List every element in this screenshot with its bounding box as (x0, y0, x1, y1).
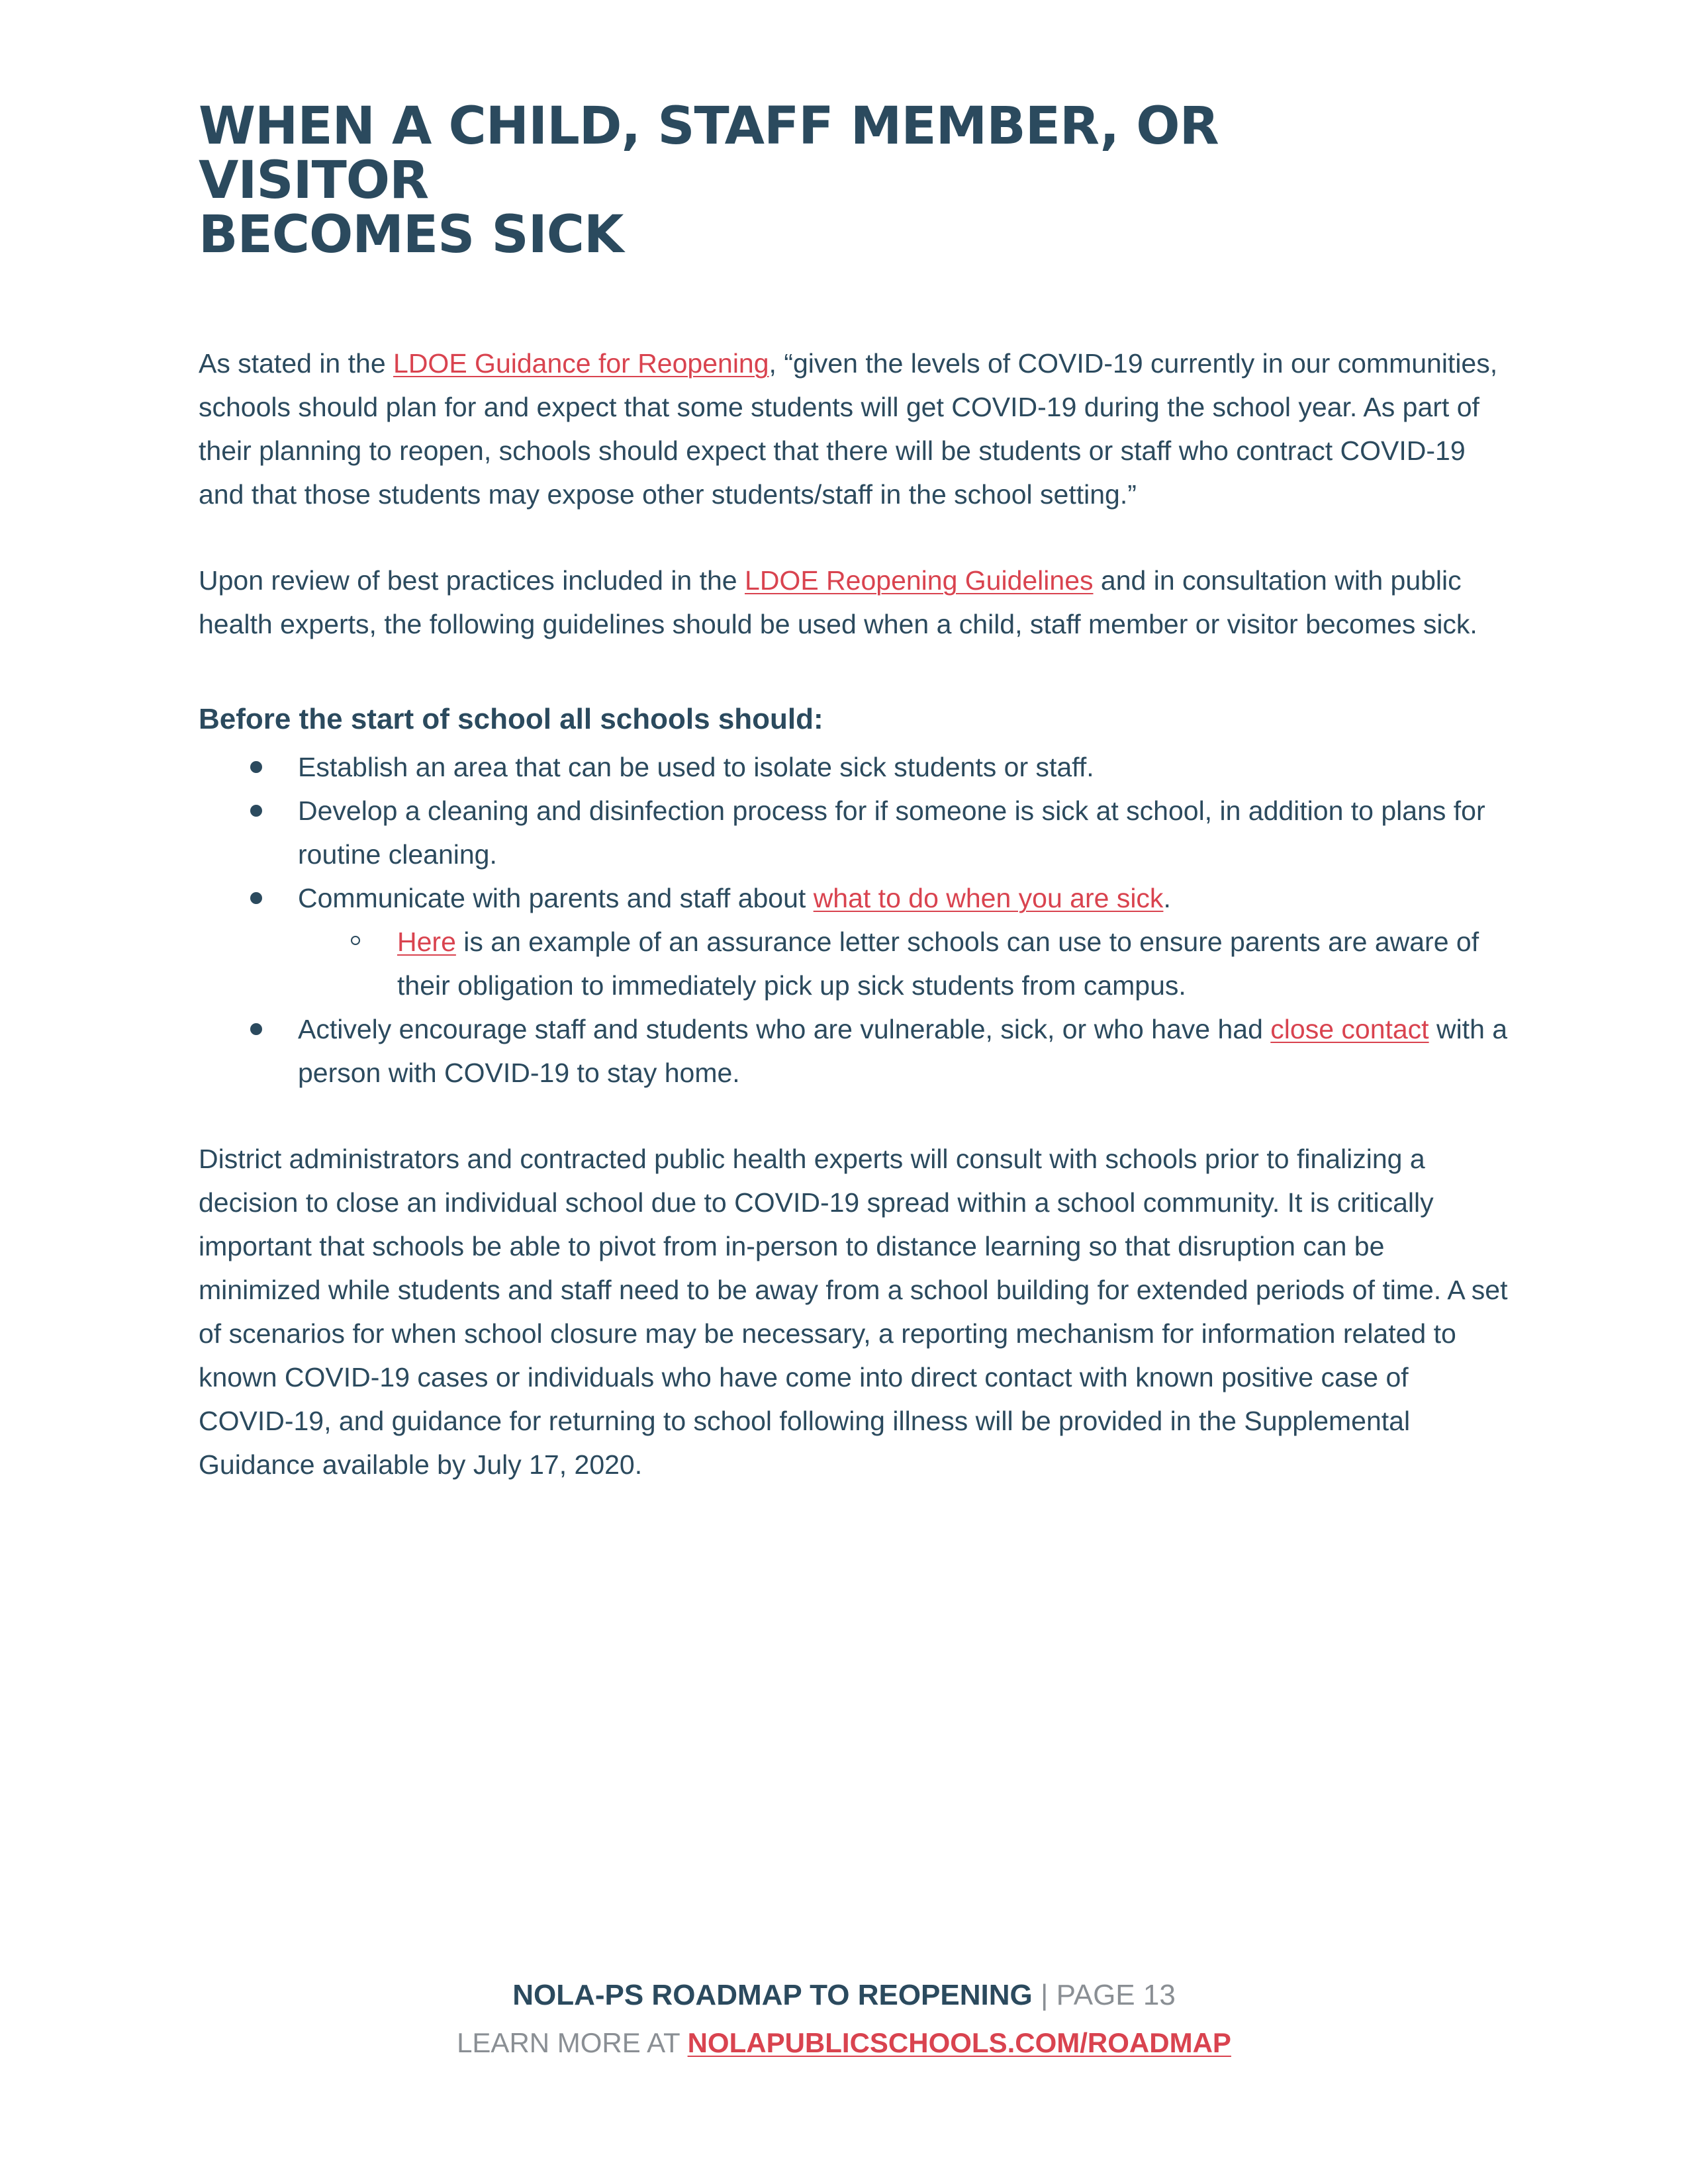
footer-separator: | (1032, 1979, 1056, 2011)
footer-title: NOLA-PS ROADMAP TO REOPENING (512, 1979, 1033, 2011)
intro-text-quote: , “given the levels of COVID-19 currently in our communities, schools should plan for and expect that some students will get COVID-19 during the school year. As part of their planning to reopen, schools should expect that there will be students or staff who contract COVID-19 and that those students may expose other students/staff in the school setting.” (199, 348, 1498, 510)
roadmap-url-link[interactable]: NOLAPUBLICSCHOOLS.COM/ROADMAP (687, 2027, 1231, 2058)
page-footer (0, 1976, 1688, 2063)
page-title-line-2: BECOMES SICK (199, 205, 624, 265)
ldoe-reopening-guidelines-link[interactable]: LDOE Reopening Guidelines (745, 565, 1094, 596)
guidelines-text-start: Upon review of best practices included in the (199, 565, 745, 596)
footer-title-line (0, 1976, 1688, 2015)
communicate-sublist (298, 920, 1509, 1007)
list-item-text-end: . (1163, 883, 1171, 913)
closure-paragraph: District administrators and contracted public health experts will consult with schools prior to finalizing a decision to close an individual school due to COVID-19 spread within a school community. It is critically important that schools be able to pivot from in-person to distance learning so that disruption can be minimized while students and staff need to be away from a school building for extended periods of time. A set of scenarios for when school closure may be necessary, a reporting mechanism for information related to known COVID-19 cases or individuals who have come into direct contact with known positive case of COVID-19, and guidance for returning to school following illness will be provided in the Supplemental Guidance available by July 17, 2020. (199, 1144, 1508, 1480)
list-item-cleaning-process (199, 789, 1509, 876)
footer-learn-more: LEARN MORE AT (457, 2027, 688, 2058)
before-school-list (199, 745, 1509, 1095)
page-title-line-1: WHEN A CHILD, STAFF MEMBER, OR VISITOR (199, 97, 1219, 210)
list-item-text: Develop a cleaning and disinfection process for if someone is sick at school, in addition to plans for routine cleaning. (298, 796, 1485, 870)
list-item-text: Communicate with parents and staff about (298, 883, 814, 913)
list-item-communicate (199, 876, 1509, 1007)
footer-learn-more-line (0, 2023, 1688, 2063)
ldoe-guidance-link[interactable]: LDOE Guidance for Reopening (393, 348, 769, 379)
sublist-item-text: is an example of an assurance letter schools can use to ensure parents are aware of their obligation to immediately pick up sick students from campus. (397, 927, 1479, 1001)
list-item-text: Establish an area that can be used to isolate sick students or staff. (298, 752, 1094, 782)
sublist-item-assurance-letter (199, 920, 1509, 1007)
close-contact-link[interactable]: close contact (1270, 1014, 1429, 1044)
guidelines-paragraph (199, 559, 1509, 646)
page-content (199, 99, 1509, 1486)
page-title (199, 97, 1456, 265)
before-school-heading: Before the start of school all schools should: (199, 703, 823, 735)
list-item-text-end: with a person with COVID-19 to stay home. (298, 1014, 1508, 1088)
list-item-text: Actively encourage staff and students who are vulnerable, sick, or who have had (298, 1014, 1271, 1044)
guidelines-text-end: and in consultation with public health experts, the following guidelines should be used when a child, staff member or visitor becomes sick. (199, 565, 1477, 639)
here-link[interactable]: Here (397, 927, 456, 957)
intro-text-start: As stated in the (199, 348, 394, 379)
intro-paragraph (199, 341, 1509, 516)
page-number: PAGE 13 (1056, 1979, 1176, 2011)
list-item-stay-home (199, 1007, 1509, 1095)
list-item-isolate-area (199, 745, 1509, 789)
what-to-do-when-sick-link[interactable]: what to do when you are sick (813, 883, 1164, 913)
